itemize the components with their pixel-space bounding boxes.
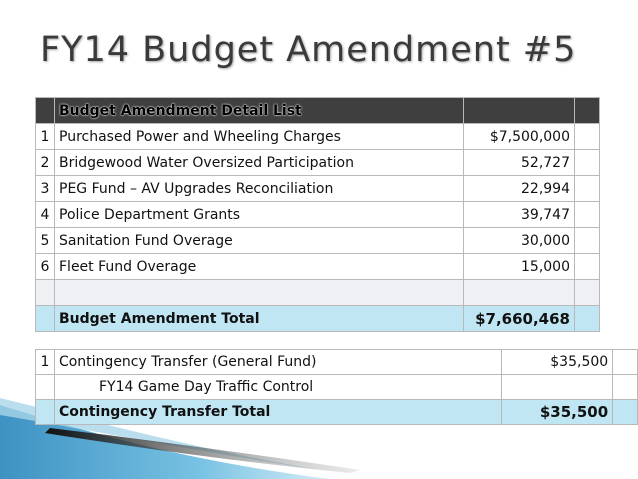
total-amount: $35,500 xyxy=(502,400,613,425)
row-number: 1 xyxy=(36,124,55,150)
blank-row xyxy=(36,280,600,306)
amendment-total-row xyxy=(36,306,600,332)
total-label: Contingency Transfer Total xyxy=(54,400,501,425)
row-number: 6 xyxy=(36,254,55,280)
row-number: 4 xyxy=(36,202,55,228)
table-header-row xyxy=(36,98,600,124)
row-amount: 52,727 xyxy=(464,150,575,176)
table-row xyxy=(36,202,600,228)
row-subitem: FY14 Game Day Traffic Control xyxy=(54,375,501,400)
contingency-table xyxy=(35,349,638,425)
table-row xyxy=(36,228,600,254)
row-description: Sanitation Fund Overage xyxy=(55,228,464,254)
row-number: 1 xyxy=(36,350,55,375)
total-amount: $7,660,468 xyxy=(464,306,575,332)
row-amount: 39,747 xyxy=(464,202,575,228)
total-label: Budget Amendment Total xyxy=(55,306,464,332)
row-description: Purchased Power and Wheeling Charges xyxy=(55,124,464,150)
contingency-total-row xyxy=(36,400,638,425)
row-description: Bridgewood Water Oversized Participation xyxy=(55,150,464,176)
row-description: Contingency Transfer (General Fund) xyxy=(54,350,501,375)
table-row xyxy=(36,176,600,202)
row-number: 5 xyxy=(36,228,55,254)
row-amount: 15,000 xyxy=(464,254,575,280)
amendment-detail-table xyxy=(35,97,600,332)
row-amount: 30,000 xyxy=(464,228,575,254)
row-amount: 22,994 xyxy=(464,176,575,202)
table-row xyxy=(36,150,600,176)
row-description: PEG Fund – AV Upgrades Reconciliation xyxy=(55,176,464,202)
table-row xyxy=(36,350,638,375)
row-description: Police Department Grants xyxy=(55,202,464,228)
table-row xyxy=(36,124,600,150)
row-number: 3 xyxy=(36,176,55,202)
row-amount: $35,500 xyxy=(502,350,613,375)
table-row xyxy=(36,254,600,280)
row-number: 2 xyxy=(36,150,55,176)
table-header-label: Budget Amendment Detail List xyxy=(59,102,302,119)
row-amount: $7,500,000 xyxy=(464,124,575,150)
row-description: Fleet Fund Overage xyxy=(55,254,464,280)
table-row xyxy=(36,375,638,400)
slide-title: FY14 Budget Amendment #5 xyxy=(40,30,577,70)
